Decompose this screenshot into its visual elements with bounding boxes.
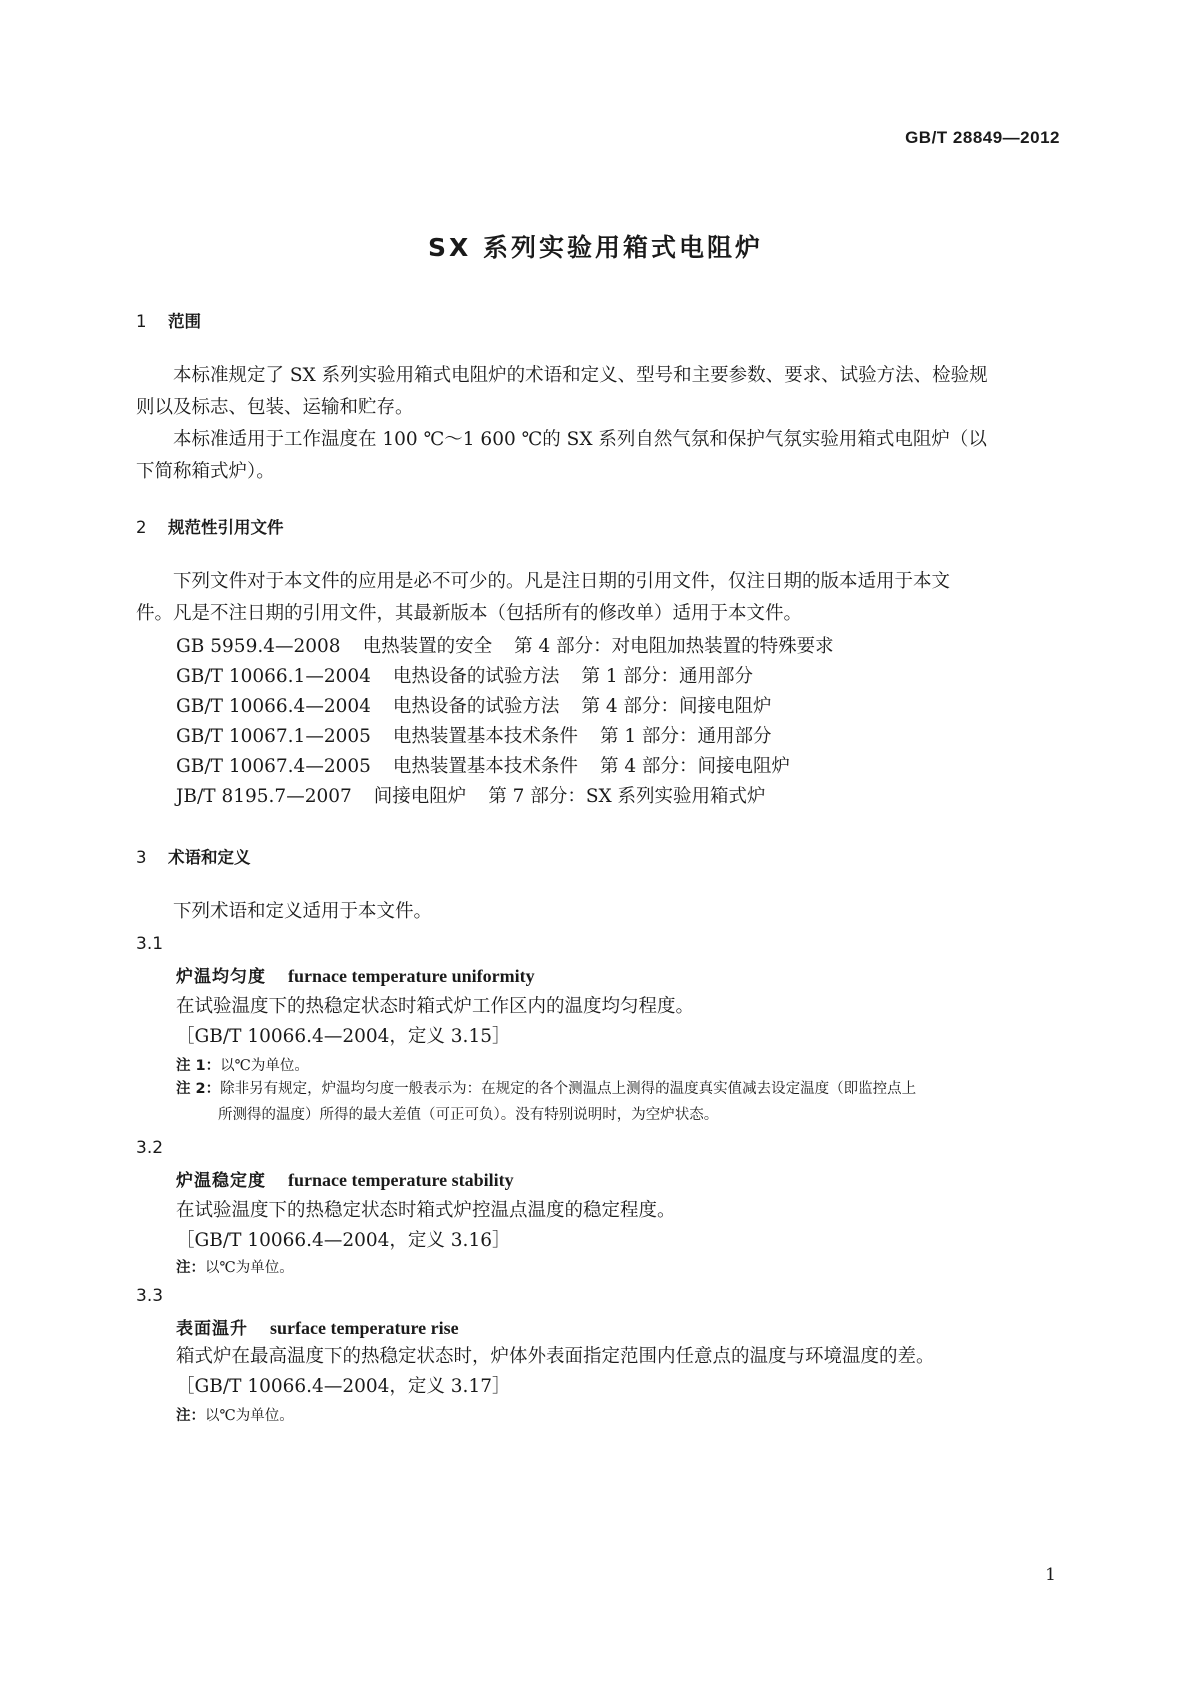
- term-note: [176, 1054, 309, 1075]
- normative-intro: [136, 566, 1064, 598]
- section-number: 2: [136, 518, 147, 537]
- term-chinese: 表面温升: [176, 1319, 248, 1339]
- reference-item: [176, 662, 753, 688]
- reference-code: GB/T 10067.1—2005: [176, 726, 371, 747]
- paragraph-line: 则以及标志、包装、运输和贮存。: [136, 397, 414, 418]
- note-line: [176, 1076, 1064, 1102]
- section-heading-terms-and-definitions: [136, 844, 251, 868]
- reference-item: [176, 752, 790, 778]
- reference-item: [176, 632, 834, 658]
- term-definition: 箱式炉在最高温度下的热稳定状态时，炉体外表面指定范围内任意点的温度与环境温度的差。: [176, 1346, 935, 1367]
- term-heading: [176, 1166, 514, 1191]
- reference-name: 电热装置的安全: [362, 636, 493, 657]
- normative-intro-cont: [136, 598, 1064, 630]
- paragraph-line: 本标准规定了 SX 系列实验用箱式电阻炉的术语和定义、型号和主要参数、要求、试验方法、检验规: [173, 365, 988, 386]
- reference-name: 电热设备的试验方法: [392, 696, 560, 717]
- term-definition: 在试验温度下的热稳定状态时箱式炉工作区内的温度均匀程度。: [176, 996, 695, 1017]
- reference-item: [176, 722, 771, 748]
- scope-paragraph-1-cont: [136, 392, 1064, 424]
- reference-part: 第 4 部分：对电阻加热装置的特殊要求: [514, 636, 834, 657]
- scope-paragraph-2: [136, 424, 1064, 456]
- reference-item: [176, 692, 771, 718]
- term-source: ［GB/T 10066.4—2004，定义 3.16］: [176, 1230, 511, 1251]
- note-label: 注 2：: [176, 1081, 221, 1097]
- standard-code: GB/T 28849—2012: [905, 128, 1060, 147]
- scope-paragraph-2-cont: [136, 456, 1064, 488]
- reference-code: GB/T 10066.1—2004: [176, 666, 371, 687]
- note-text: 以℃为单位。: [205, 1408, 294, 1424]
- reference-code: GB 5959.4—2008: [176, 636, 341, 657]
- reference-name: 电热装置基本技术条件: [392, 726, 578, 747]
- reference-name: 电热设备的试验方法: [392, 666, 560, 687]
- paragraph-line: 下列文件对于本文件的应用是必不可少的。凡是注日期的引用文件，仅注日期的版本适用于本文: [173, 571, 951, 592]
- term-heading: [176, 962, 535, 987]
- paragraph-line: 本标准适用于工作温度在 100 ℃～1 600 ℃的 SX 系列自然气氛和保护气氛实验用箱式电阻炉（以: [173, 429, 987, 450]
- note-label: 注：: [176, 1260, 205, 1276]
- term-english: surface temperature rise: [270, 1318, 459, 1338]
- section-title: 规范性引用文件: [168, 518, 284, 537]
- reference-name: 间接电阻炉: [373, 786, 467, 807]
- term-chinese: 炉温稳定度: [176, 1171, 266, 1191]
- section-heading-normative-references: [136, 514, 284, 538]
- reference-code: GB/T 10067.4—2005: [176, 756, 371, 777]
- paragraph-line: 下简称箱式炉）。: [136, 461, 275, 482]
- section-title: 范围: [168, 312, 201, 331]
- term-note-2: [176, 1076, 1064, 1128]
- reference-part: 第 1 部分：通用部分: [581, 666, 753, 687]
- reference-part: 第 1 部分：通用部分: [599, 726, 772, 747]
- reference-part: 第 7 部分：SX 系列实验用箱式炉: [488, 786, 766, 807]
- reference-name: 电热装置基本技术条件: [392, 756, 578, 777]
- document-title: SX 系列实验用箱式电阻炉: [428, 233, 763, 262]
- term-english: furnace temperature uniformity: [288, 966, 535, 986]
- reference-code: GB/T 10066.4—2004: [176, 696, 371, 717]
- term-note: [176, 1404, 294, 1425]
- note-text: 以℃为单位。: [220, 1058, 309, 1074]
- scope-paragraph-1: [136, 360, 1064, 392]
- reference-part: 第 4 部分：间接电阻炉: [581, 696, 772, 717]
- note-text: 除非另有规定，炉温均匀度一般表示为：在规定的各个测温点上测得的温度真实值减去设定温度（即监控点上: [220, 1081, 917, 1097]
- term-heading: [176, 1314, 459, 1339]
- terms-intro: [136, 896, 1064, 928]
- term-source: ［GB/T 10066.4—2004，定义 3.15］: [176, 1026, 511, 1047]
- paragraph-line: 下列术语和定义适用于本文件。: [173, 901, 433, 922]
- term-english: furnace temperature stability: [288, 1170, 514, 1190]
- note-label: 注 1：: [176, 1058, 221, 1074]
- section-number: 3: [136, 848, 147, 867]
- note-label: 注：: [176, 1408, 205, 1424]
- term-note: [176, 1256, 294, 1277]
- note-text: 以℃为单位。: [205, 1260, 294, 1276]
- page-number: 1: [1045, 1565, 1056, 1585]
- section-number: 1: [136, 312, 147, 331]
- term-chinese: 炉温均匀度: [176, 967, 266, 987]
- term-number: 3.2: [136, 1138, 164, 1158]
- section-title: 术语和定义: [168, 848, 251, 867]
- reference-part: 第 4 部分：间接电阻炉: [599, 756, 790, 777]
- note-line-cont: 所测得的温度）所得的最大差值（可正可负）。没有特别说明时，为空炉状态。: [218, 1107, 719, 1123]
- term-source: ［GB/T 10066.4—2004，定义 3.17］: [176, 1376, 511, 1397]
- term-number: 3.1: [136, 934, 164, 954]
- section-heading-scope: [136, 308, 201, 332]
- reference-item: [176, 782, 766, 808]
- reference-code: JB/T 8195.7—2007: [176, 786, 352, 807]
- paragraph-line: 件。凡是不注日期的引用文件，其最新版本（包括所有的修改单）适用于本文件。: [136, 603, 803, 624]
- term-definition: 在试验温度下的热稳定状态时箱式炉控温点温度的稳定程度。: [176, 1200, 676, 1221]
- term-number: 3.3: [136, 1286, 164, 1306]
